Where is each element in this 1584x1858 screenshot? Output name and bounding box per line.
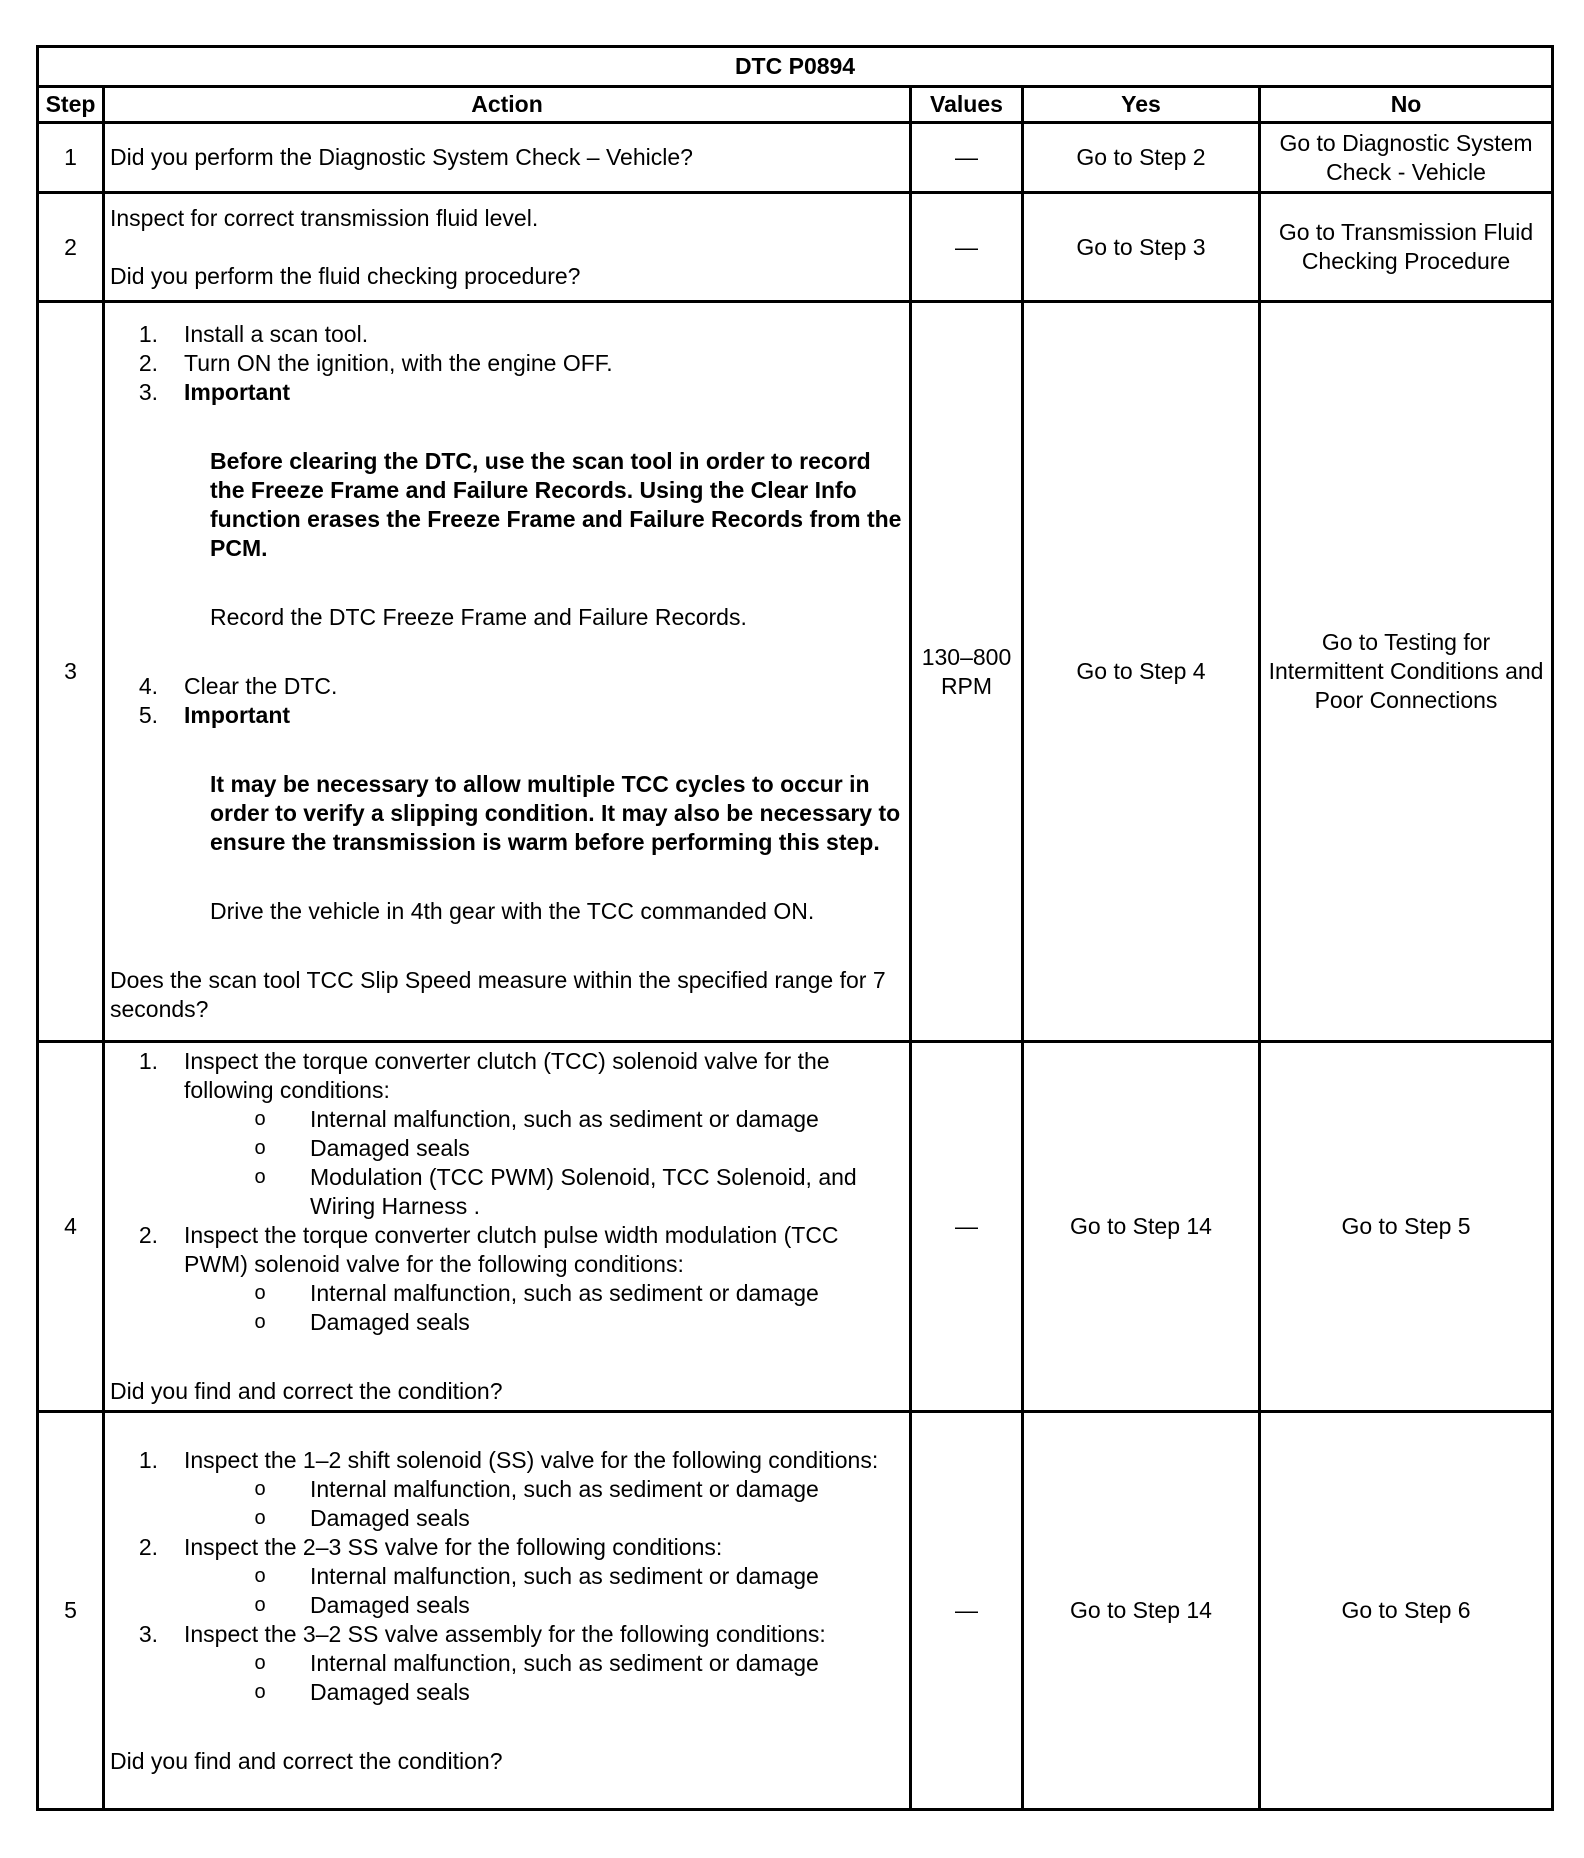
important-note: Before clearing the DTC, use the scan tool in order to record the Freeze Frame and Failure Records. Using the Clear Info function erases the Freeze Frame and Failure Records from the PCM. bbox=[210, 447, 902, 561]
value-cell: — bbox=[911, 1042, 1023, 1412]
sub-item: o Damaged seals bbox=[254, 1504, 470, 1531]
list-item: 5. Important bbox=[138, 701, 291, 728]
sub-item: o Internal malfunction, such as sediment or damage bbox=[254, 1562, 819, 1589]
header-values: Values bbox=[911, 87, 1023, 123]
sub-item: o Internal malfunction, such as sediment or damage bbox=[254, 1106, 819, 1132]
sub-item: o Damaged seals bbox=[254, 1135, 470, 1161]
action-text: Inspect for correct transmission fluid level. bbox=[110, 204, 539, 231]
list-item: 3. Inspect the 3–2 SS valve assembly for the following conditions: bbox=[138, 1620, 826, 1647]
yes-cell: Go to Step 14 bbox=[1023, 1042, 1260, 1412]
sub-item: o Damaged seals bbox=[254, 1309, 470, 1335]
yes-cell: Go to Step 2 bbox=[1023, 123, 1260, 193]
important-note: It may be necessary to allow multiple TCC cycles to occur in order to verify a slipping condition. It may also be necessary to ensure the transmission is warm before performing this step. bbox=[210, 770, 901, 855]
table-row bbox=[38, 1042, 1553, 1412]
list-item: 2. Inspect the 2–3 SS valve for the following conditions: bbox=[138, 1533, 723, 1560]
list-item: 2. Inspect the torque converter clutch pulse width modulation (TCC PWM) solenoid valve for the following conditions: bbox=[138, 1222, 839, 1277]
value-cell: — bbox=[911, 1412, 1023, 1810]
action-question: Did you find and correct the condition? bbox=[110, 1747, 503, 1774]
value-cell: — bbox=[911, 123, 1023, 193]
table-row bbox=[38, 123, 1553, 193]
table-row bbox=[38, 193, 1553, 302]
yes-cell: Go to Step 3 bbox=[1023, 193, 1260, 302]
action-text: Drive the vehicle in 4th gear with the TCC commanded ON. bbox=[210, 897, 815, 924]
step-number: 2 bbox=[38, 193, 104, 302]
value-cell: 130–800 RPM bbox=[911, 302, 1023, 1042]
action-cell bbox=[104, 193, 911, 302]
sub-item: o Modulation (TCC PWM) Solenoid, TCC Solenoid, and Wiring Harness . bbox=[254, 1164, 857, 1219]
table-title: DTC P0894 bbox=[38, 47, 1553, 87]
no-cell: Go to Step 6 bbox=[1260, 1412, 1553, 1810]
no-cell: Go to Testing for Intermittent Conditions and Poor Connections bbox=[1260, 302, 1553, 1042]
no-cell: Go to Step 5 bbox=[1260, 1042, 1553, 1412]
list-item: 1. Install a scan tool. bbox=[138, 320, 369, 347]
list-item: 1. Inspect the torque converter clutch (TCC) solenoid valve for the following conditions: bbox=[138, 1048, 830, 1103]
yes-cell: Go to Step 4 bbox=[1023, 302, 1260, 1042]
list-item: 2. Turn ON the ignition, with the engine OFF. bbox=[138, 349, 613, 376]
list-item: 3. Important bbox=[138, 378, 291, 405]
list-item: 1. Inspect the 1–2 shift solenoid (SS) valve for the following conditions: bbox=[138, 1446, 879, 1473]
table-row bbox=[38, 302, 1553, 1042]
value-cell: — bbox=[911, 193, 1023, 302]
sub-item: o Internal malfunction, such as sediment or damage bbox=[254, 1649, 819, 1676]
action-question: Did you find and correct the condition? bbox=[110, 1378, 503, 1404]
dtc-table bbox=[36, 45, 1554, 1811]
header-yes: Yes bbox=[1023, 87, 1260, 123]
step-number: 3 bbox=[38, 302, 104, 1042]
sub-item: o Damaged seals bbox=[254, 1678, 470, 1705]
action-cell bbox=[104, 1042, 911, 1412]
action-text: Record the DTC Freeze Frame and Failure Records. bbox=[210, 603, 747, 630]
header-action: Action bbox=[104, 87, 911, 123]
action-cell bbox=[104, 123, 911, 193]
step-number: 5 bbox=[38, 1412, 104, 1810]
table-row bbox=[38, 1412, 1553, 1810]
action-question: Did you perform the Diagnostic System Check – Vehicle? bbox=[110, 144, 693, 170]
sub-item: o Internal malfunction, such as sediment or damage bbox=[254, 1475, 819, 1502]
sub-item: o Damaged seals bbox=[254, 1591, 470, 1618]
sub-item: o Internal malfunction, such as sediment or damage bbox=[254, 1280, 819, 1306]
header-step: Step bbox=[38, 87, 104, 123]
step-number: 1 bbox=[38, 123, 104, 193]
no-cell: Go to Transmission Fluid Checking Procedure bbox=[1260, 193, 1553, 302]
header-no: No bbox=[1260, 87, 1553, 123]
list-item: 4. Clear the DTC. bbox=[138, 672, 338, 699]
action-question: Does the scan tool TCC Slip Speed measure within the specified range for 7 seconds? bbox=[110, 966, 886, 1022]
step-number: 4 bbox=[38, 1042, 104, 1412]
yes-cell: Go to Step 14 bbox=[1023, 1412, 1260, 1810]
action-question: Did you perform the fluid checking procedure? bbox=[110, 262, 581, 289]
no-cell: Go to Diagnostic System Check - Vehicle bbox=[1260, 123, 1553, 193]
header-row bbox=[38, 87, 1553, 123]
action-cell bbox=[104, 302, 911, 1042]
action-cell bbox=[104, 1412, 911, 1810]
